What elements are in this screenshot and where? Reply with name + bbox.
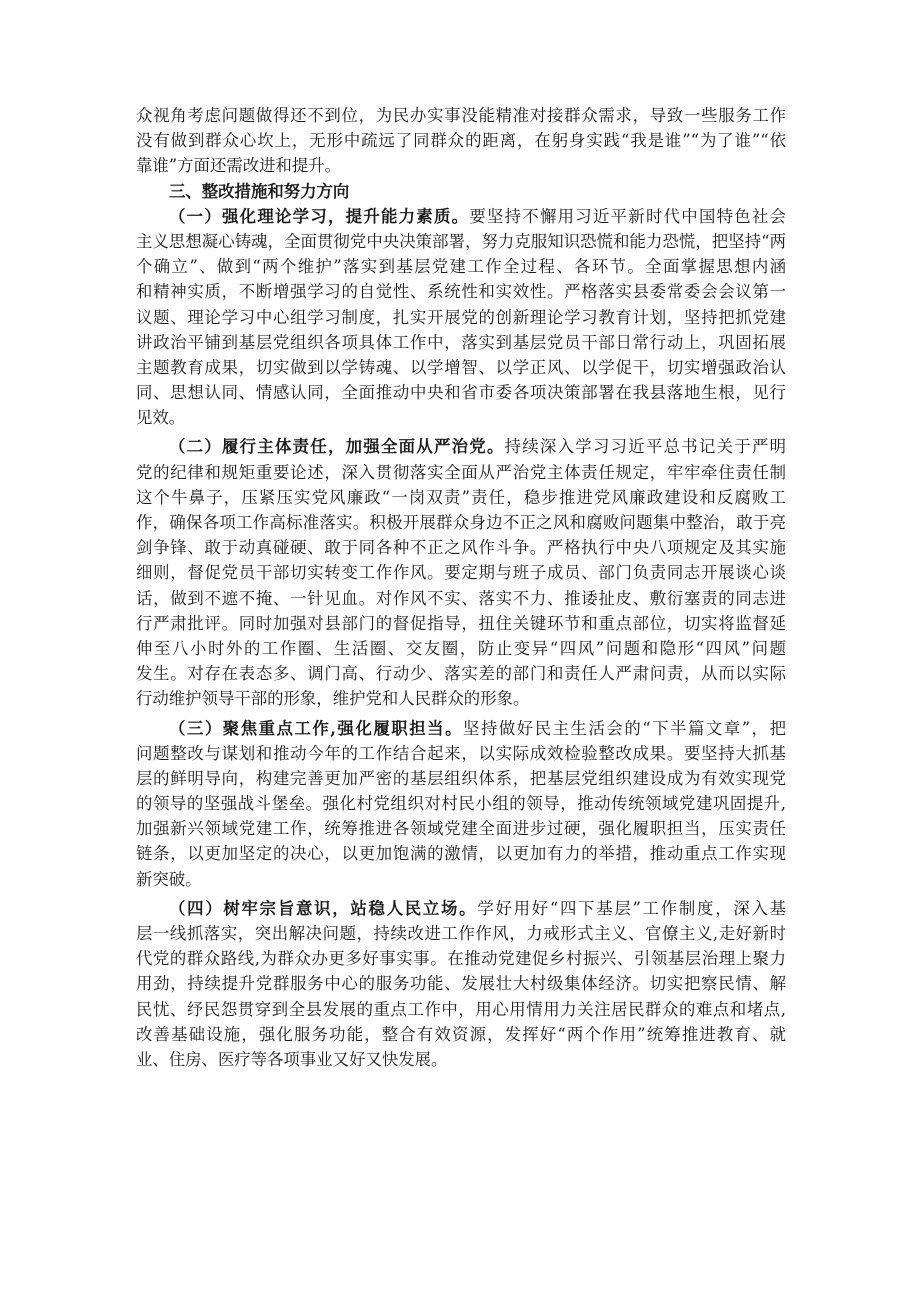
paragraph-lead: （二）履行主体责任，加强全面从严治党。 <box>169 437 505 457</box>
paragraph-first-rest: 持续深入学习习近平总书记关于严明 <box>504 437 787 457</box>
paragraph-1 <box>136 204 786 431</box>
paragraph-first-line <box>136 204 786 229</box>
text-line: 党的纪律和规矩重要论述，深入贯彻落实全面从严治党主体责任规定，牢牢牵住责任制 <box>136 462 786 482</box>
text-line: 新突破。 <box>136 869 202 889</box>
text-line: 见效。 <box>136 408 186 428</box>
text-line: 靠谁”方面还需改进和提升。 <box>136 156 342 176</box>
paragraph-first-rest: 要坚持不懈用习近平新时代中国特色社会 <box>469 206 787 226</box>
text-line: 主义思想凝心铸魂，全面贯彻党中央决策部署，努力克服知识恐慌和能力恐慌，把坚持“两 <box>136 231 786 251</box>
text-line: 讲政治平铺到基层党组织各项具体工作中，落实到基层党员干部日常行动上，巩固拓展 <box>136 332 786 352</box>
text-line: 同、思想认同、情感认同，全面推动中央和省市委各项决策部署在我县落地生根，见行 <box>136 383 786 403</box>
text-line: 业、住房、医疗等各项事业又好又快发展。 <box>136 1049 448 1069</box>
text-line: 这个牛鼻子，压紧压实党风廉政“一岗双责”责任，稳步推进党风廉政建设和反腐败工 <box>136 487 786 507</box>
text-line: 没有做到群众心坎上，无形中疏远了同群众的距离，在躬身实践“我是谁”“为了谁”“依 <box>136 131 786 151</box>
paragraph-2 <box>136 434 786 711</box>
paragraph-first-line <box>136 896 786 921</box>
text-line: 作，确保各项工作高标准落实。积极开展群众身边不正之风和腐败问题集中整治，敢于亮 <box>136 513 786 532</box>
paragraph-lead: （四）树牢宗旨意识，站稳人民立场。 <box>169 898 478 918</box>
text-line: 行动维护领导干部的形象，维护党和人民群众的形象。 <box>136 689 530 709</box>
document-page <box>136 103 786 1072</box>
text-line: 代党的群众路线,为群众办更多好事实事。在推动党建促乡村振兴、引领基层治理上聚力 <box>136 949 786 969</box>
text-line: 和精神实质，不断增强学习的自觉性、系统性和实效性。严格落实县委常委会会议第一 <box>136 282 786 302</box>
section-title: 三、整改措施和努力方向 <box>169 181 350 201</box>
text-line: 改善基础设施，强化服务功能，整合有效资源，发挥好“两个作用”统筹推进教育、就 <box>136 1024 786 1044</box>
text-line: 个确立”、做到“两个维护”落实到基层党建工作全过程、各环节。全面掌握思想内涵 <box>136 257 786 277</box>
paragraph-first-line <box>136 716 786 741</box>
text-line: 层一线抓落实，突出解决问题，持续改进工作作风，力戒形式主义、官僚主义,走好新时 <box>136 924 786 943</box>
text-line: 发生。对存在表态多、调门高、行动少、落实差的部门和责任人严肃问责，从而以实际 <box>136 664 786 684</box>
paragraph-lead: （一）强化理论学习，提升能力素质。 <box>169 206 470 226</box>
intro-paragraph <box>136 103 786 179</box>
text-line: 细则，督促党员干部切实转变工作作风。要定期与班子成员、部门负责同志开展谈心谈 <box>136 563 786 583</box>
text-line: 议题、理论学习中心组学习制度，扎实开展党的创新理论学习教育计划，坚持把抓党建 <box>136 307 786 327</box>
text-line: 众视角考虑问题做得还不到位，为民办实事没能精准对接群众需求，导致一些服务工作 <box>136 106 786 125</box>
text-line: 链条，以更加坚定的决心，以更加饱满的激情，以更加有力的举措，推动重点工作实现 <box>136 844 786 864</box>
text-line: 问题整改与谋划和推动今年的工作结合起来，以实际成效检验整改成果。要坚持大抓基 <box>136 743 786 763</box>
text-line: 层的鲜明导向，构建完善更加严密的基层组织体系，把基层党组织建设成为有效实现党 <box>136 768 786 788</box>
paragraph-3 <box>136 716 786 892</box>
paragraph-4 <box>136 896 786 1072</box>
text-line: 加强新兴领域党建工作，统筹推进各领域党建全面进步过硬，强化履职担当，压实责任 <box>136 819 786 839</box>
paragraph-first-rest: 学好用好“四下基层”工作制度，深入基 <box>477 898 786 918</box>
paragraph-first-rest: 坚持做好民主生活会的“下半篇文章”，把 <box>463 718 786 738</box>
text-line: 伸至八小时外的工作圈、生活圈、交友圈，防止变异“四风”问题和隐形“四风”问题 <box>136 638 786 658</box>
paragraph-first-line <box>136 434 786 459</box>
text-line: 主题教育成果，切实做到以学铸魂、以学增智、以学正风、以学促干，切实增强政治认 <box>136 357 786 377</box>
text-line: 话，做到不遮不掩、一针见血。对作风不实、落实不力、推诿扯皮、敷衍塞责的同志进 <box>136 588 786 608</box>
text-line: 的领导的坚强战斗堡垒。强化村党组织对村民小组的领导，推动传统领域党建巩固提升, <box>136 794 786 814</box>
text-line: 行严肃批评。同时加强对县部门的督促指导，扭住关键环节和重点部位，切实将监督延 <box>136 613 786 633</box>
paragraph-lead: （三）聚焦重点工作,强化履职担当。 <box>169 718 464 738</box>
text-line: 民忧、纾民怨贯穿到全县发展的重点工作中，用心用情用力关注居民群众的难点和堵点, <box>136 999 786 1019</box>
text-line: 用劲，持续提升党群服务中心的服务功能、发展壮大村级集体经济。切实把察民情、解 <box>136 974 786 994</box>
text-line: 剑争锋、敢于动真碰硬、敢于同各种不正之风作斗争。严格执行中央八项规定及其实施 <box>136 538 786 558</box>
